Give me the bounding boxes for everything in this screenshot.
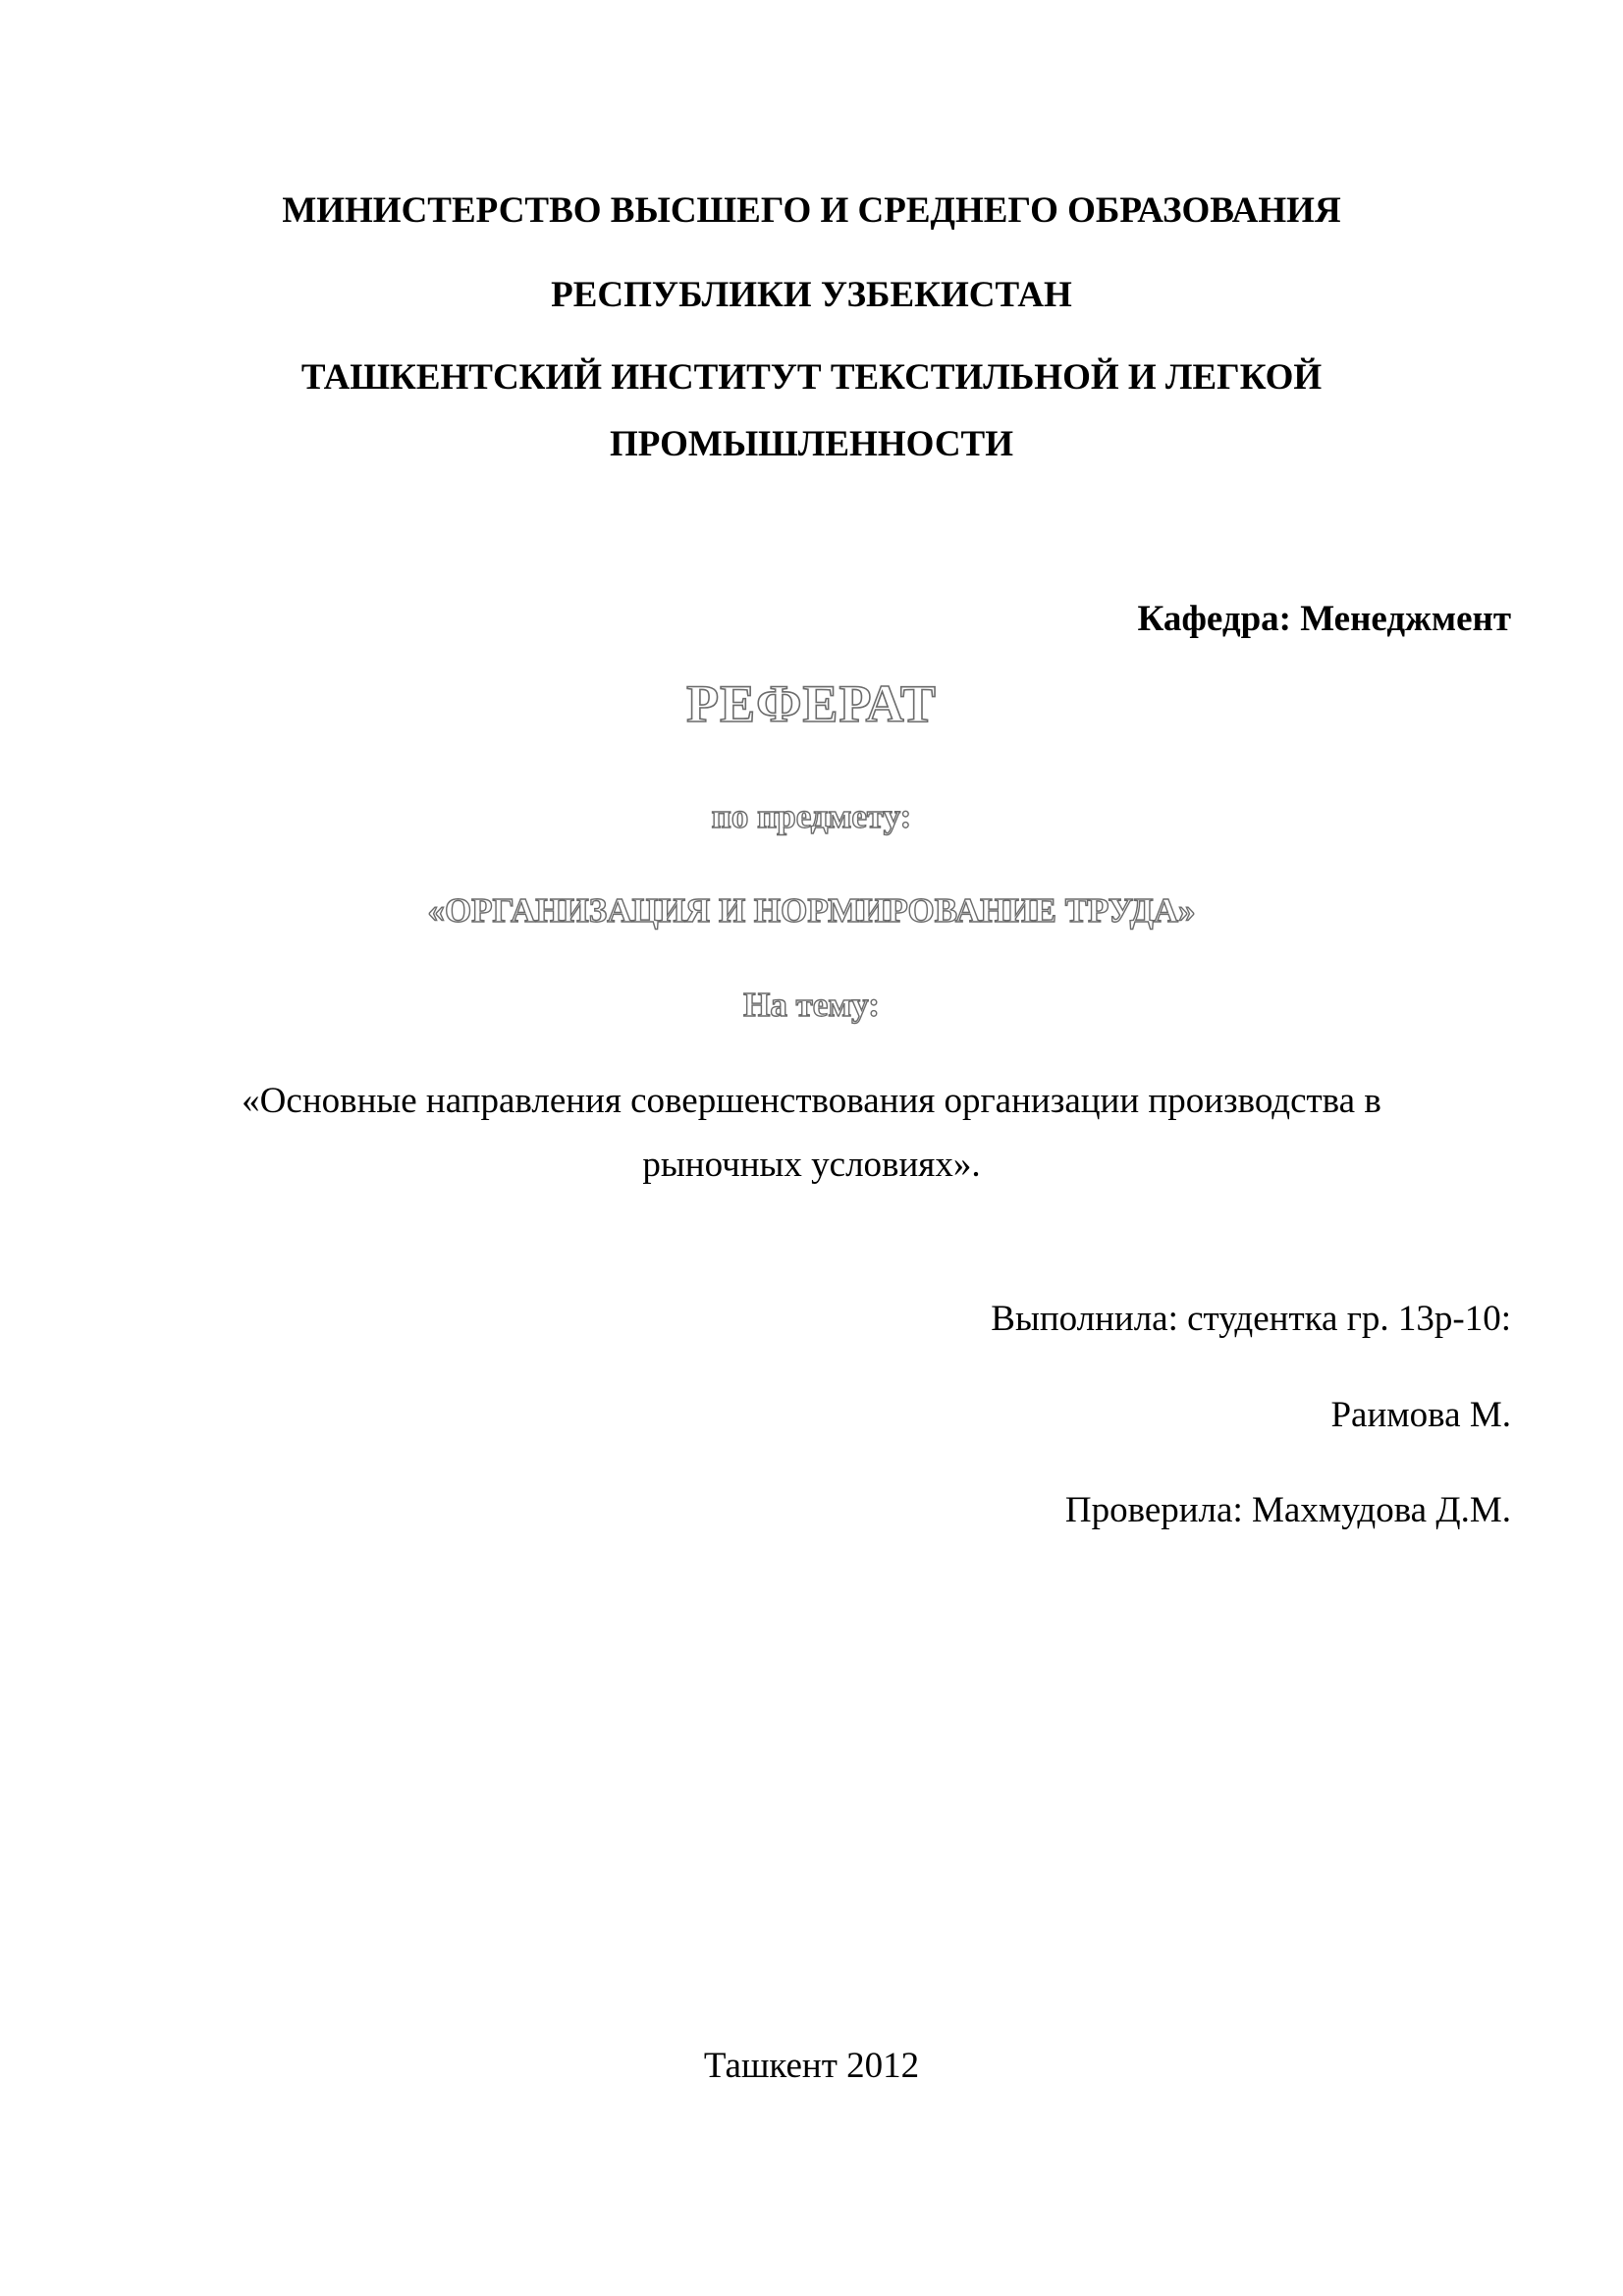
author-name: Раимова М. <box>1330 1395 1511 1435</box>
subject-label: по предмету: <box>711 797 912 835</box>
checked-by: Проверила: Махмудова Д.М. <box>1064 1490 1511 1530</box>
ministry-heading-line-2: РЕСПУБЛИКИ УЗБЕКИСТАН <box>551 275 1072 315</box>
topic-line-1: «Основные направления совершенствования организации производства в <box>242 1081 1381 1121</box>
institute-heading-line-1: ТАШКЕНТСКИЙ ИНСТИТУТ ТЕКСТИЛЬНОЙ И ЛЕГКОЙ <box>300 357 1323 398</box>
subject-title: «ОРГАНИЗАЦИЯ И НОРМИРОВАНИЕ ТРУДА» <box>427 891 1196 930</box>
institute-heading-line-2: ПРОМЫШЛЕННОСТИ <box>609 424 1014 464</box>
city-year-footer: Ташкент 2012 <box>703 2046 920 2086</box>
department-label: Кафедра: Менеджмент <box>1137 599 1511 639</box>
ministry-heading-line-1: МИНИСТЕРСТВО ВЫСШЕГО И СРЕДНЕГО ОБРАЗОВАНИЯ <box>282 190 1341 231</box>
topic-line-2: рыночных условиях». <box>642 1145 981 1185</box>
doc-type-title: РЕФЕРАТ <box>686 674 937 733</box>
topic-label: На тему: <box>743 986 880 1024</box>
performed-by: Выполнила: студентка гр. 13р-10: <box>991 1299 1511 1339</box>
